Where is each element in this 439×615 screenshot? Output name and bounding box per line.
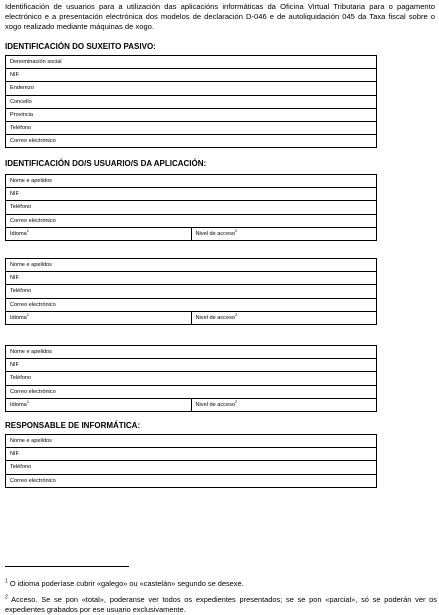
- user-3-field-access[interactable]: [191, 398, 377, 411]
- field-address[interactable]: Enderezo: [6, 82, 377, 95]
- section-title-users: IDENTIFICACIÓN DO/S USUARIO/S DA APLICACIÓN:: [5, 159, 207, 168]
- access-label: Nivel de acceso: [195, 314, 235, 321]
- user-2-field-nif[interactable]: NIF: [6, 272, 377, 285]
- user-1-field-language[interactable]: [6, 227, 192, 240]
- section-title-it: RESPONSABLE DE INFORMÁTICA:: [5, 421, 141, 430]
- access-label: Nivel de acceso: [195, 230, 235, 237]
- intro-paragraph: Identificación de usuarios para a utilización das aplicacións informáticas da Oficina Virtual Tributaria para o pagamento electrónico e a presentación electrónica dos modelos de declaración D-046 e de autoliquidación 045 da Taxa fiscal sobre o xogo realizado mediante máquinas de xogo.: [5, 2, 435, 31]
- it-field-phone[interactable]: Teléfono: [6, 461, 377, 474]
- user-form-1: [5, 174, 377, 241]
- user-2-field-language[interactable]: [6, 311, 192, 324]
- user-1-field-name[interactable]: Nome e apelidos: [6, 175, 377, 188]
- access-label: Nivel de acceso: [195, 401, 235, 408]
- it-field-nif[interactable]: NIF: [6, 448, 377, 461]
- footnote-ref-1: 1: [26, 311, 30, 317]
- user-2-field-phone[interactable]: Teléfono: [6, 285, 377, 298]
- it-field-email[interactable]: Correo electrónico: [6, 474, 377, 487]
- footnote-ref-2: 2: [235, 398, 238, 404]
- taxpayer-form: [5, 55, 377, 148]
- user-3-field-language[interactable]: [6, 398, 192, 411]
- user-form-3: [5, 345, 377, 412]
- footnote-1-number: 1: [5, 578, 8, 585]
- field-province[interactable]: Provincia: [6, 108, 377, 121]
- footnote-2-text: Acceso. Se se pon «total», poderanse ver todos os expedientes presentados; se se pon «parcial», só se poderán ver os expedientes grabados por ese usuario exclusivamente.: [5, 595, 437, 614]
- user-2-field-access[interactable]: [191, 311, 377, 324]
- user-2-field-email[interactable]: Correo electrónico: [6, 298, 377, 311]
- it-form: [5, 434, 377, 488]
- user-form-2: [5, 258, 377, 325]
- language-label: Idioma: [10, 314, 27, 321]
- field-company-name[interactable]: Denominación social: [6, 56, 377, 69]
- footnote-1-text: O idioma poderíase cubrir «galego» ou «castelán» segundo se desexe.: [7, 579, 244, 588]
- user-2-field-name[interactable]: Nome e apelidos: [6, 259, 377, 272]
- user-3-field-phone[interactable]: Teléfono: [6, 372, 377, 385]
- footnote-ref-1: 1: [26, 227, 30, 233]
- field-municipality[interactable]: Concello: [6, 95, 377, 108]
- footnote-2-number: 2: [5, 594, 8, 601]
- footnote-1: [5, 579, 437, 589]
- footnote-ref-1: 1: [26, 398, 30, 404]
- field-nif[interactable]: NIF: [6, 69, 377, 82]
- user-1-field-nif[interactable]: NIF: [6, 188, 377, 201]
- footnote-ref-2: 2: [235, 227, 238, 233]
- language-label: Idioma: [10, 230, 27, 237]
- user-3-field-nif[interactable]: NIF: [6, 359, 377, 372]
- language-label: Idioma: [10, 401, 27, 408]
- user-1-field-phone[interactable]: Teléfono: [6, 201, 377, 214]
- user-1-field-access[interactable]: [191, 227, 377, 240]
- section-title-taxpayer: IDENTIFICACIÓN DO SUXEITO PASIVO:: [5, 42, 156, 51]
- footnote-separator: [5, 566, 129, 567]
- footnote-ref-2: 2: [235, 311, 238, 317]
- user-3-field-name[interactable]: Nome e apelidos: [6, 346, 377, 359]
- field-email[interactable]: Correo electrónico: [6, 135, 377, 148]
- field-phone[interactable]: Teléfono: [6, 121, 377, 134]
- it-field-name[interactable]: Nome e apelidos: [6, 435, 377, 448]
- user-3-field-email[interactable]: Correo electrónico: [6, 385, 377, 398]
- footnote-2: [5, 595, 437, 614]
- user-1-field-email[interactable]: Correo electrónico: [6, 214, 377, 227]
